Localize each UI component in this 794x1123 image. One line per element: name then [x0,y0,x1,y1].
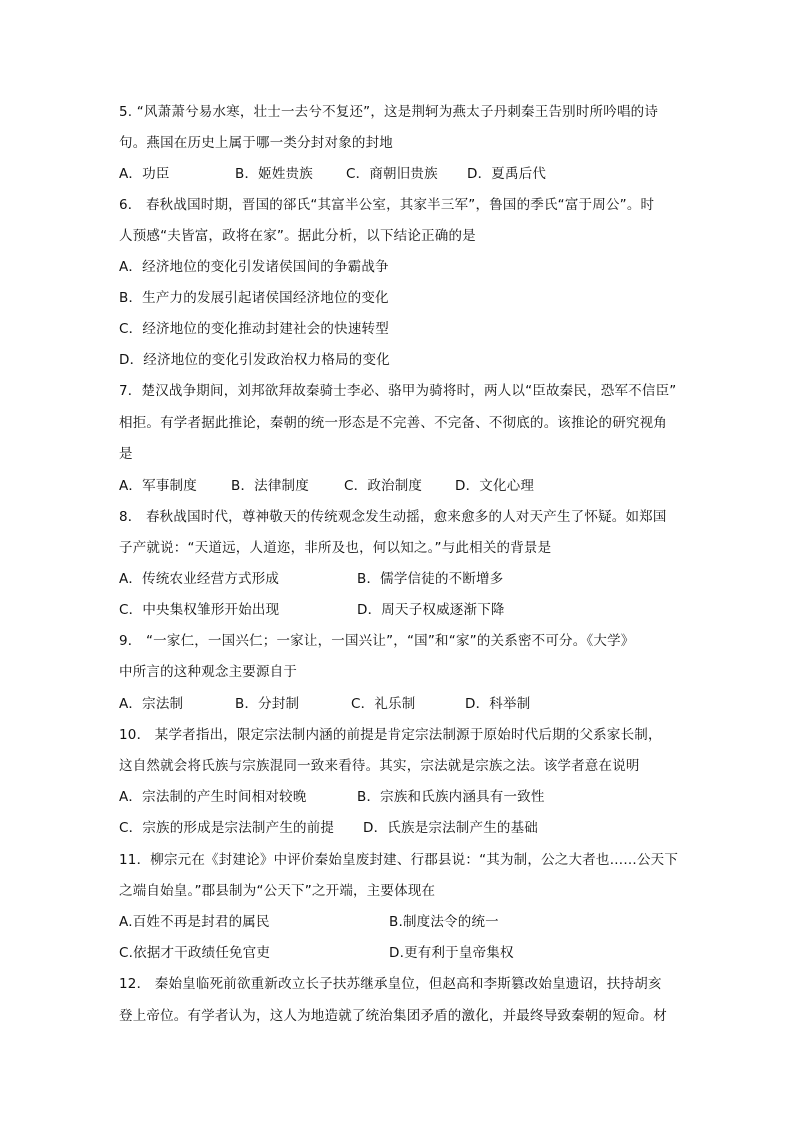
q6-option-a: A．经济地位的变化引发诸侯国间的争霸战争 [119,259,389,275]
q6-option-d: D．经济地位的变化引发政治权力格局的变化 [119,352,390,368]
q5-option-d: D．夏禹后代 [467,166,547,182]
q9-option-c: C．礼乐制 [351,696,416,712]
q9-stem-line-2: 中所言的这种观念主要源自于 [119,664,298,680]
q8-option-a: A．传统农业经营方式形成 [119,571,280,587]
q7-stem-line-3: 是 [119,446,133,462]
q5-option-a: A．功臣 [119,166,170,182]
q11-option-a: A.百姓不再是封君的属民 [119,914,270,930]
q8-stem-line-1: 8． 春秋战国时代，尊神敬天的传统观念发生动摇，愈来愈多的人对天产生了怀疑。如郑国 [119,509,667,525]
q7-option-c: C．政治制度 [344,478,423,494]
q5-stem-line-2: 句。燕国在历史上属于哪一类分封对象的封地 [119,135,393,151]
q10-option-c: C．宗族的形成是宗法制产生的前提 [119,820,335,836]
q11-stem-line-2: 之端自始皇。”郡县制为“公天下”之开端，主要体现在 [119,883,436,899]
q9-stem-line-1: 9． “一家仁，一国兴仁；一家让，一国兴让”，“国”和“家”的关系密不可分。《大学》 [119,633,635,649]
q12-stem-line-1: 12． 秦始皇临死前欲重新改立长子扶苏继承皇位，但赵高和李斯篡改始皇遗诏，扶持胡亥 [119,976,662,992]
q5-option-b: B．姬姓贵族 [235,166,313,182]
q11-option-c: C.依据才干政绩任免官吏 [119,945,271,961]
q9-option-b: B．分封制 [235,696,300,712]
q9-option-d: D．科举制 [465,696,531,712]
q6-option-c: C．经济地位的变化推动封建社会的快速转型 [119,321,389,337]
q8-option-d: D．周天子权威逐渐下降 [357,602,505,618]
q7-stem-line-1: 7．楚汉战争期间，刘邦欲拜故秦骑士李必、骆甲为骑将时，两人以“臣故秦民，恐军不信臣” [119,383,677,399]
q8-option-c: C．中央集权雏形开始出现 [119,602,280,618]
q9-option-a: A．宗法制 [119,696,184,712]
q7-option-d: D．文化心理 [455,478,535,494]
q12-stem-line-2: 登上帝位。有学者认为，这人为地造就了统治集团矛盾的激化，并最终导致秦朝的短命。材 [119,1008,667,1024]
q10-option-b: B．宗族和氏族内涵具有一致性 [357,789,545,805]
q7-option-b: B．法律制度 [231,478,309,494]
q6-stem-line-2: 人预感“夫皆富，政将在家”。据此分析，以下结论正确的是 [119,228,476,244]
q6-stem-line-1: 6． 春秋战国时期，晋国的郤氏“其富半公室，其家半三军”，鲁国的季氏“富于周公”。时 [119,197,655,213]
q10-option-a: A．宗法制的产生时间相对较晚 [119,789,307,805]
q7-stem-line-2: 相拒。有学者据此推论，秦朝的统一形态是不完善、不完备、不彻底的。该推论的研究视角 [119,415,667,431]
q11-option-d: D.更有利于皇帝集权 [389,945,514,961]
q5-option-c: C．商朝旧贵族 [346,166,438,182]
q10-stem-line-1: 10． 某学者指出，限定宗法制内涵的前提是肯定宗法制源于原始时代后期的父系家长制， [119,727,662,743]
q8-stem-line-2: 子产就说：“天道远，人道迩，非所及也，何以知之。”与此相关的背景是 [119,540,552,556]
q10-option-d: D．氏族是宗法制产生的基础 [363,820,538,836]
q7-option-a: A．军事制度 [119,478,197,494]
q8-option-b: B．儒学信徒的不断增多 [357,571,504,587]
q10-stem-line-2: 这自然就会将氏族与宗族混同一致来看待。其实，宗法就是宗族之法。该学者意在说明 [119,758,640,774]
q5-stem-line-1: 5. “风萧萧兮易水寒，壮士一去兮不复还”，这是荆轲为燕太子丹刺秦王告别时所吟唱的诗 [119,104,659,120]
q6-option-b: B．生产力的发展引起诸侯国经济地位的变化 [119,290,389,306]
q11-option-b: B.制度法令的统一 [389,914,499,930]
q11-stem-line-1: 11．柳宗元在《封建论》中评价秦始皇废封建、行郡县说：“其为制，公之大者也……公天下 [119,852,679,868]
